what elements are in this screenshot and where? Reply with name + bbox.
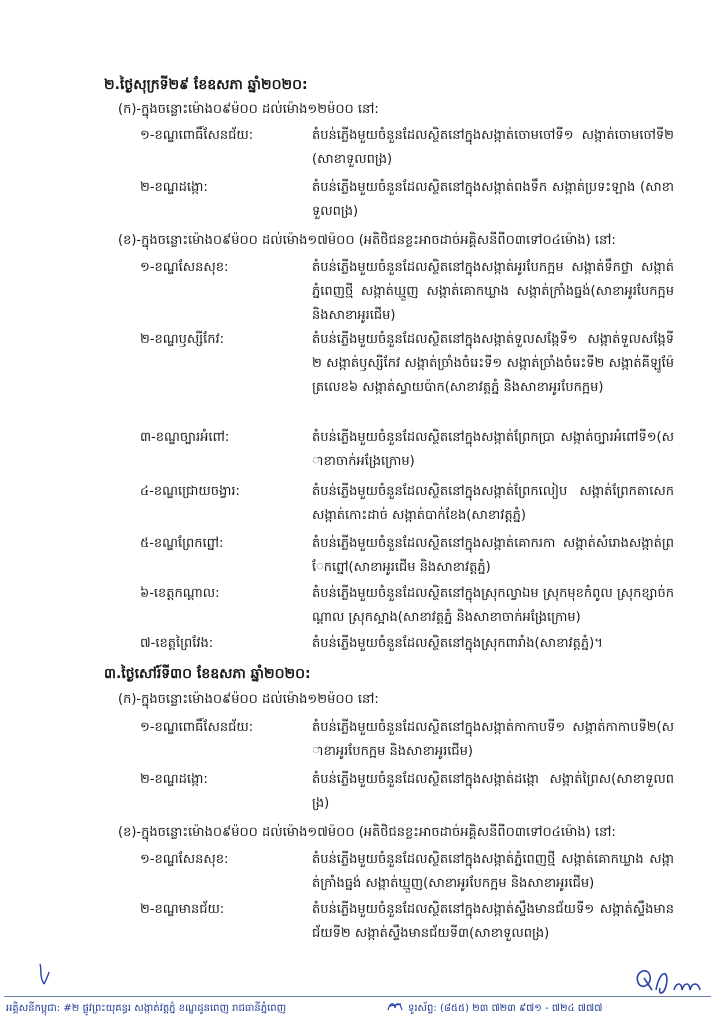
period-label: (ខ)-ក្នុងចន្លោះម៉ោង០៩ម៉០០ ដល់ម៉ោង១៧ម៉០០ (អតិថិជនខ្លះអាចដាច់អគ្គិសនីពី០៣ទៅ០៤ម៉ោង) នៅ: — [118, 233, 616, 248]
page-footer — [0, 992, 715, 1022]
area-text: តំបន់ភ្លើងមួយចំនួនដែលស្ថិតនៅក្នុងសង្កាត់ស្ទឹងមានជ័យទី១ សង្កាត់ស្ទឹងមានជ័យទី២ សង្កាត់ស្ទឹងមានជ័យទី៣(សាខាទួលពង្រ) — [312, 902, 674, 941]
period-label: (ក)-ក្នុងចន្លោះម៉ោង០៩ម៉០០ ដល់ម៉ោង១២ម៉០០ នៅ: — [118, 692, 379, 707]
day-heading: ២.ថ្ងៃសុក្រទី២៩ ខែឧសភា ឆ្នាំ២០២០: — [104, 77, 308, 93]
area-text: តំបន់ភ្លើងមួយចំនួនដែលស្ថិតនៅក្នុងសង្កាត់អូរបែកក្អម សង្កាត់ទឹកថ្លា សង្កាត់ភ្នំពេញថ្មី សង្កាត់ឃ្មួញ សង្កាត់គោកឃ្លាង សង្កាត់ក្រាំងធ្នង់(សាខាអូរបែកក្អម និងសាខាអូរជើម) — [312, 260, 674, 323]
footer-phone: ទូរស័ព្ទ: (៨៥៥) ២៣ ៧២៣ ៩៧១ - ៧២៤ ៧៧៧ — [408, 1003, 603, 1014]
area-text: តំបន់ភ្លើងមួយចំនួនដែលស្ថិតនៅក្នុងសង្កាត់ភ្នំពេញថ្មី សង្កាត់គោកឃ្លាង សង្កាត់ក្រាំងធ្នង់ សង្កាត់ឃ្មួញ(សាខាអូរបែកក្អម និងសាខាអូរជើម) — [312, 852, 674, 891]
area-label: ២-ខណ្ឌដង្កោ: — [140, 180, 208, 195]
footer-divider — [4, 996, 711, 997]
area-text: តំបន់ភ្លើងមួយចំនួនដែលស្ថិតនៅក្នុងសង្កាត់ព្រែកប្រា សង្កាត់ច្បារអំពៅទី១(សាខាចាក់អង្រែក្រោម) — [312, 430, 674, 469]
area-label: ២-ខណ្ឌដង្កោ: — [140, 772, 208, 787]
area-label: ១-ខណ្ឌពោធិ៍សែនជ័យ: — [140, 128, 254, 143]
area-label: ៤-ខណ្ឌជ្រោយចង្វារ: — [140, 484, 240, 499]
area-label: ៣-ខណ្ឌច្បារអំពៅ: — [140, 430, 230, 445]
area-label: ២-ខណ្ឌមានជ័យ: — [140, 902, 225, 917]
period-label: (ក)-ក្នុងចន្លោះម៉ោង០៩ម៉០០ ដល់ម៉ោង១២ម៉០០ នៅ: — [118, 102, 379, 117]
area-label: ១-ខណ្ឌពោធិ៍សែនជ័យ: — [140, 720, 254, 735]
pen-mark-icon — [36, 962, 52, 986]
area-label: ១-ខណ្ឌសែនសុខ: — [140, 852, 229, 867]
area-label: ៧-ខេត្តព្រៃវែង: — [140, 636, 214, 651]
area-label: ២-ខណ្ឌឫស្សីកែវ: — [140, 332, 225, 347]
period-label: (ខ)-ក្នុងចន្លោះម៉ោង០៩ម៉០០ ដល់ម៉ោង១៧ម៉០០ (អតិថិជនខ្លះអាចដាច់អគ្គិសនីពី០៣ទៅ០៤ម៉ោង) នៅ: — [118, 825, 616, 840]
area-label: ៦-ខេត្តកណ្តាល: — [140, 586, 220, 601]
area-text: តំបន់ភ្លើងមួយចំនួនដែលស្ថិតនៅក្នុងសង្កាត់ទួលសង្កែទី១ សង្កាត់ទួលសង្កែទី២ សង្កាត់ឫស្សីកែវ សង្កាត់ច្រាំងចំរេះទី១ សង្កាត់ច្រាំងចំរេះទី២ សង្កាត់គីឡូម៉ែត្រលេខ៦ សង្កាត់ស្វាយប៉ាក(សាខាវត្តភ្នំ និងសាខាអូរបែកក្អម) — [312, 332, 674, 395]
area-text: តំបន់ភ្លើងមួយចំនួនដែលស្ថិតនៅក្នុងស្រុកពារាំង(សាខាវត្តភ្នំ)។ — [312, 636, 603, 651]
footer-address: អគ្គិសនីកម្ពុជា: #២ ផ្លូវព្រះយុគន្ធរ សង្កាត់វត្តភ្នំ ខណ្ឌដូនពេញ រាជធានីភ្នំពេញ — [6, 1003, 287, 1014]
area-text: តំបន់ភ្លើងមួយចំនួនដែលស្ថិតនៅក្នុងសង្កាត់ព្រែកលៀប សង្កាត់ព្រែកតាសេក សង្កាត់កោះដាច់ សង្កាត់បាក់ខែង(សាខាវត្តភ្នំ) — [312, 484, 674, 523]
area-label: ៥-ខណ្ឌព្រែកព្នៅ: — [140, 536, 224, 551]
area-text: តំបន់ភ្លើងមួយចំនួនដែលស្ថិតនៅក្នុងសង្កាត់ដង្កោ សង្កាត់ព្រៃស(សាខាទួលពង្រ) — [312, 772, 674, 811]
initials-mark-icon — [386, 998, 404, 1014]
area-text: តំបន់ភ្លើងមួយចំនួនដែលស្ថិតនៅក្នុងសង្កាត់ចោមចៅទី១ សង្កាត់ចោមចៅទី២(សាខាទួលពង្រ) — [312, 128, 674, 167]
area-text: តំបន់ភ្លើងមួយចំនួនដែលស្ថិតនៅក្នុងសង្កាត់ពងទឹក សង្កាត់ប្រទះឡាង (សាខាទួលពង្រ) — [312, 180, 674, 219]
area-label: ១-ខណ្ឌសែនសុខ: — [140, 260, 229, 275]
day-heading: ៣.ថ្ងៃសៅរ៍ទី៣០ ខែឧសភា ឆ្នាំ២០២០: — [104, 666, 311, 682]
area-text: តំបន់ភ្លើងមួយចំនួនដែលស្ថិតនៅក្នុងសង្កាត់កាកាបទី១ សង្កាត់កាកាបទី២(សាខាអូរបែកក្អម និងសាខាអូរជើម) — [312, 720, 674, 759]
area-text: តំបន់ភ្លើងមួយចំនួនដែលស្ថិតនៅក្នុងសង្កាត់គោករកា សង្កាត់សំរោងសង្កាត់ព្រែកព្នៅ(សាខាអូរជើម និងសាខាវត្តភ្នំ) — [312, 536, 674, 575]
area-text: តំបន់ភ្លើងមួយចំនួនដែលស្ថិតនៅក្នុងស្រុកល្វាឯម ស្រុកមុខកំពូល ស្រុកខ្សាច់កណ្តាល ស្រុកស្អាង(សាខាវត្តភ្នំ និងសាខាចាក់អង្រែក្រោម) — [312, 586, 674, 625]
